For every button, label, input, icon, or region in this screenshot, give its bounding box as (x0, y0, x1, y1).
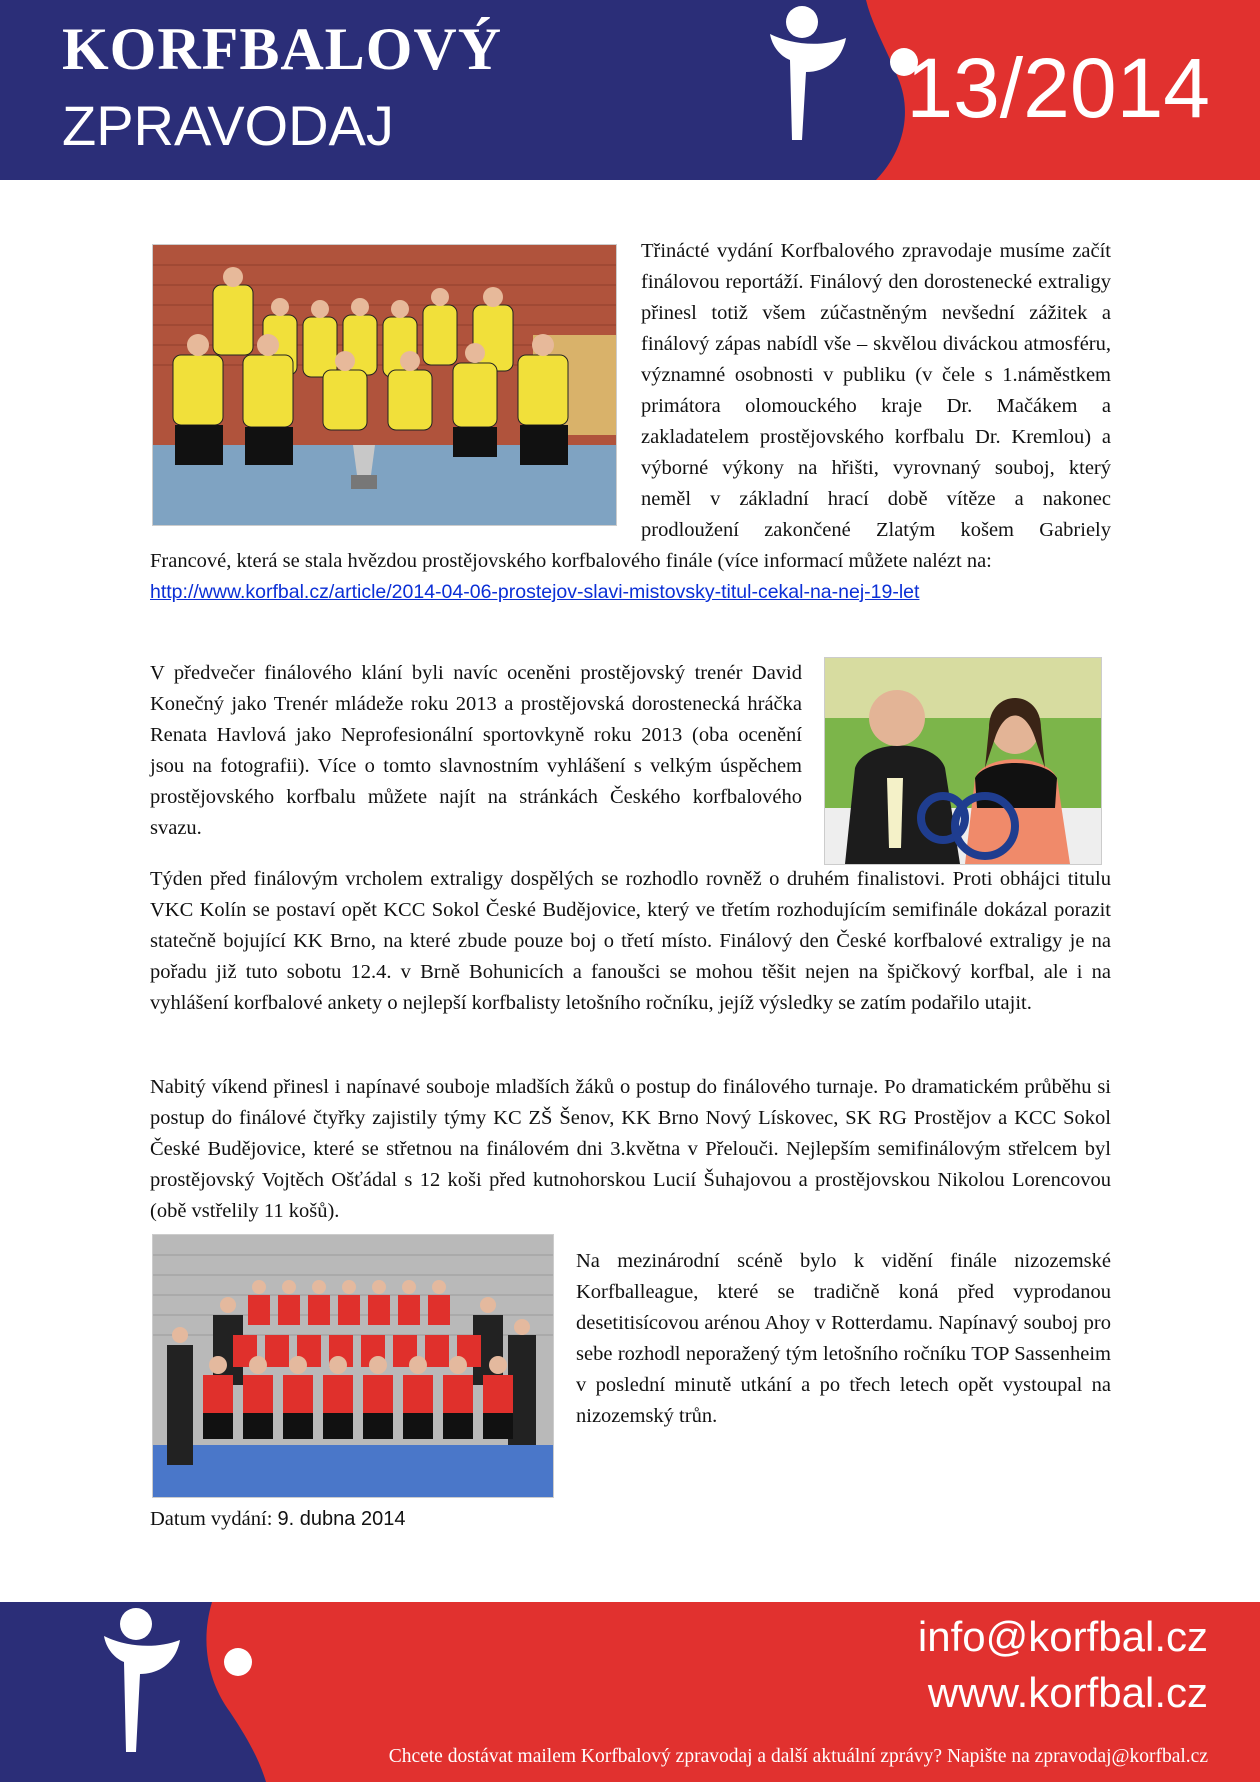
publication-date-label: Datum vydání: (150, 1508, 273, 1530)
finals-article-link[interactable]: http://www.korfbal.cz/article/2014-04-06-prostejov-slavi-mistovsky-titul-cekal-na-nej-19-let (150, 581, 920, 603)
masthead (0, 0, 1260, 180)
team-photo-red (152, 1234, 554, 1498)
footer (0, 1602, 1260, 1782)
footer-subscribe-note: Chcete dostávat mailem Korfbalový zpravodaj a další aktuální zprávy? Napište na zpravodaj@korfbal.cz (388, 1746, 1208, 1767)
article-finals-report (150, 236, 1111, 608)
award-winners-photo (824, 657, 1102, 865)
footer-website[interactable]: www.korfbal.cz (927, 1669, 1208, 1716)
publication-date-value: 9. dubna 2014 (277, 1508, 406, 1530)
article-international: Na mezinárodní scéně bylo k vidění finále nizozemské Korfballeague, které se tradičně koná před vyprodanou desetitisícovou arénou Ahoy v Rotterdamu. Napínavý souboj pro sebe rozhodl neporažený tým letošního ročníku TOP Sassenheim v poslední minutě utkání a po třech letech opět vystoupal na nizozemský trůn. (576, 1250, 1111, 1427)
masthead-title-line1: KORFBALOVÝ (62, 16, 503, 82)
publication-date (150, 1504, 405, 1534)
article-youth-qualifiers: Nabitý víkend přinesl i napínavé souboje mladších žáků o postup do finálového turnaje. Po dramatickém průběhu si postup do finálové čtyřky zajistily týmy KC ZŠ Šenov, KK Brno Nový Lískovec, SK RG Prostějov a KCC Sokol České Budějovice, které se střetnou na finálovém dni 3.května v Přelouči. Nejlepším semifinálovým střelcem byl prostějovský Vojtěch Ošťádal s 12 koši před kutnohorskou Lucií Šuhajovou a prostějovskou Nikolou Lorencovou (obě vstřelily 11 košů). (150, 1076, 1111, 1222)
team-photo-yellow (152, 244, 617, 526)
masthead-title-line2: ZPRAVODAJ (62, 94, 394, 157)
issue-number: 13/2014 (906, 41, 1210, 135)
article-finals-text: Třinácté vydání Korfbalového zpravodaje musíme začít finálovou reportáží. Finálový den dorostenecké extraligy přinesl totiž všem zúčastněným nevšední zážitek a finálový zápas nabídl vše – skvělou diváckou atmosféru, významné osobnosti v publiku (v čele s 1.náměstkem primátora olomouckého kraje Dr. Mačákem a zakladatelem prostějovského korfbalu Dr. Kremlou) a výborné výkony na hřišti, vyrovnaný souboj, který neměl v základní hrací době vítěze a nakonec prodloužení zakončené Zlatým košem Gabriely Francové, která se stala hvězdou prostějovského korfbalového finále (více informací můžete nalézt na: (150, 240, 1111, 572)
footer-email[interactable]: info@korfbal.cz (917, 1613, 1208, 1660)
article-awards: V předvečer finálového klání byli navíc oceněni prostějovský trenér David Konečný jako Trenér mládeže roku 2013 a prostějovská dorostenecká hráčka Renata Havlová jako Neprofesionální sportovkyně roku 2013 (oba ocenění jsou na fotografii). Více o tomto slavnostním vyhlášení s velkým úspěchem prostějovského korfbalu můžete najít na stránkách Českého korfbalového svazu. (150, 662, 802, 839)
article-adult-semifinal: Týden před finálovým vrcholem extraligy dospělých se rozhodlo rovněž o druhém finalistovi. Proti obhájci titulu VKC Kolín se postaví opět KCC Sokol České Budějovice, který ve třetím rozhodujícím semifinále dokázal porazit statečně bojující KK Brno, na které zbude pouze boj o třetí místo. Finálový den České korfbalové extraligy je na pořadu již tuto sobotu 12.4. v Brně Bohunicích a fanoušci se mohou těšit nejen na špičkový korfbal, ale i na vyhlášení korfbalové ankety o nejlepší korfbalisty letošního ročníku, jejíž výsledky se zatím podařilo utajit. (150, 868, 1111, 1014)
